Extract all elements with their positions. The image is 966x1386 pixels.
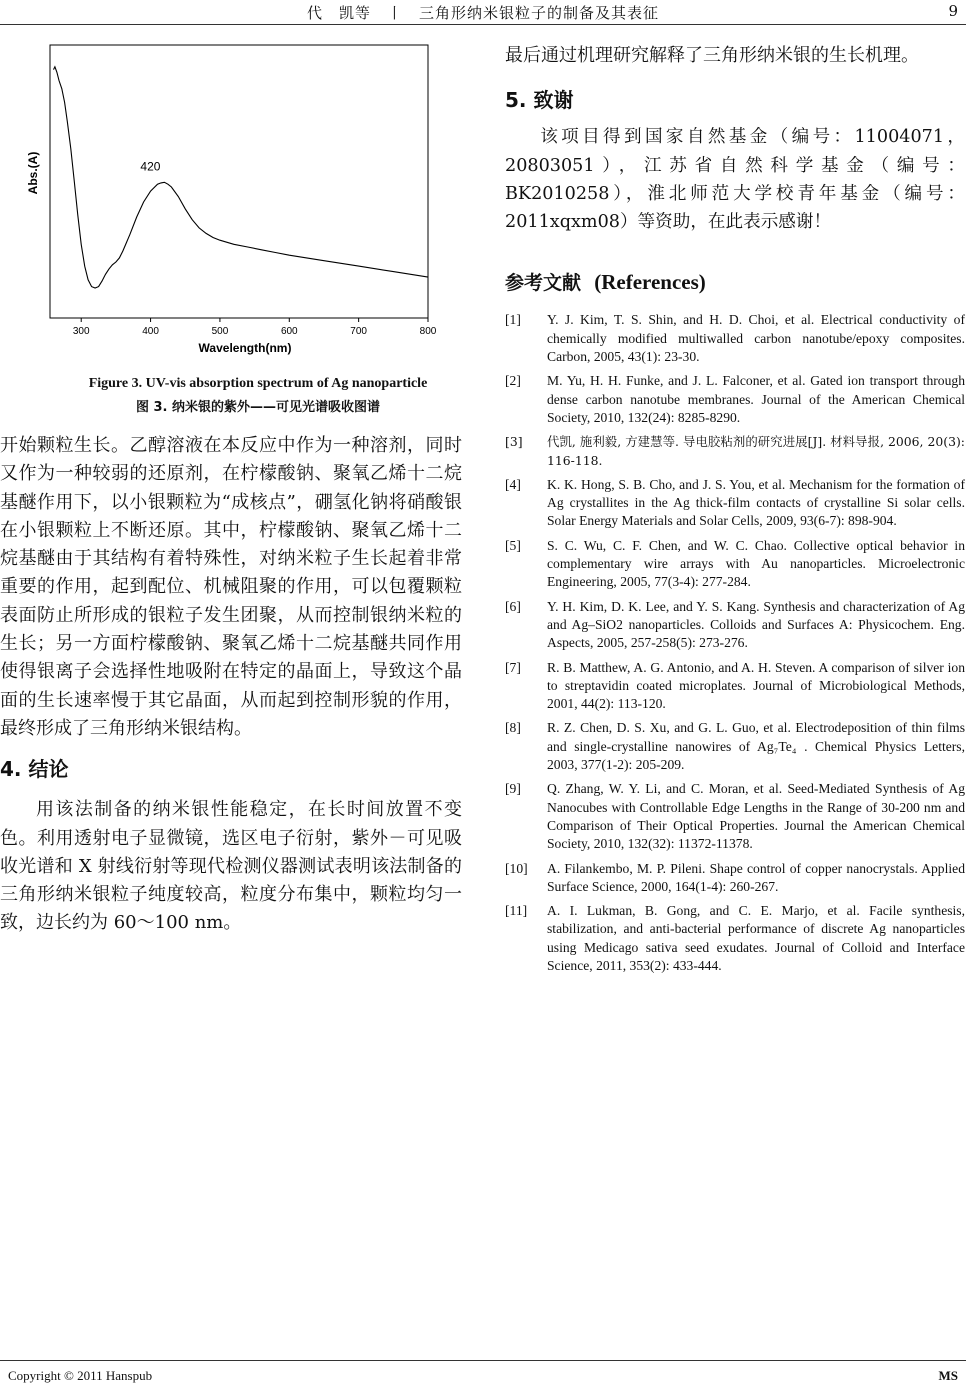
- reference-text: Y. J. Kim, T. S. Shin, and H. D. Choi, et al. Electrical conductivity of chemically modified multiwalled carbon nanotube/epoxy composites. Carbon, 2005, 43(1): 23-30.: [547, 312, 965, 365]
- reference-item: [505, 659, 965, 714]
- reference-item: [505, 598, 965, 653]
- references-heading-zh: 参考文献: [505, 272, 582, 295]
- x-tick-label: 500: [211, 326, 229, 337]
- running-title: 代 凯等 丨 三角形纳米银粒子的制备及其表征: [306, 4, 659, 22]
- reference-item: [505, 860, 965, 897]
- body-paragraph: 开始颗粒生长。乙醇溶液在本反应中作为一种溶剂，同时又作为一种较弱的还原剂，在柠檬酸钠、聚氧乙烯十二烷基醚作用下，以小银颗粒为“成核点”，硼氢化钠将硝酸银在小银颗粒上不断还原。其中，柠檬酸钠、聚氧乙烯十二烷基醚由于其结构有着特殊性，对纳米粒子生长起着非常重要的作用，起到配位、机械阻聚的作用，可以包覆颗粒表面防止所形成的银粒子发生团聚，从而控制银纳米粒的生长；另一方面柠檬酸钠、聚氧乙烯十二烷基醚共同作用使得银离子会选择性地吸附在特定的晶面上，导致这个晶面的生长速率慢于其它晶面，从而起到控制形貌的作用，最终形成了三角形纳米银结构。: [0, 435, 462, 739]
- reference-text: M. Yu, H. H. Funke, and J. L. Falconer, et al. Gated ion transport through dense carbon nanotube membranes. Journal of the American Chemical Society, 2010, 132(24): 8285-8290.: [547, 373, 965, 425]
- page-footer: [0, 1360, 966, 1386]
- figure-caption-zh: 图 3. 纳米银的紫外——可见光谱吸收图谱: [135, 400, 381, 415]
- reference-number: [6]: [505, 598, 521, 614]
- reference-number: [2]: [505, 373, 521, 389]
- reference-item: [505, 311, 965, 366]
- reference-text: S. C. Wu, C. F. Chen, and W. C. Chao. Collective optical behavior in complementary wire arrays with Au nanoparticles. Microelectronic Engineering, 2005, 77(3-4): 277-284.: [547, 537, 965, 590]
- reference-text: A. Filankembo, M. P. Pileni. Shape control of copper nanocrystals. Applied Surface Science, 2000, 164(1-4): 260-267.: [547, 860, 965, 894]
- reference-item: [505, 433, 965, 470]
- body-paragraph: 用该法制备的纳米银性能稳定，在长时间放置不变色。利用透射电子显微镜，选区电子衍射，紫外－可见吸收光谱和 X 射线衍射等现代检测仪器测试表明该法制备的三角形纳米银粒子纯度较高，粒度分布集中，颗粒均匀一致，边长约为 60～100 nm。: [0, 799, 462, 934]
- body-paragraph: 最后通过机理研究解释了三角形纳米银的生长机理。: [505, 45, 919, 66]
- reference-item: [505, 537, 965, 592]
- peak-annotation: 420: [140, 159, 161, 174]
- reference-text: Y. H. Kim, D. K. Lee, and Y. S. Kang. Synthesis and characterization of Ag and Ag–SiO2 nanoparticles. Colloids and Surfaces A: Physicochem. Eng. Aspects, 2005, 257-258(5): 273-276.: [547, 598, 965, 651]
- section-heading-conclusion: 4. 结论: [0, 757, 69, 782]
- reference-item: [505, 780, 965, 853]
- x-axis-label: Wavelength(nm): [198, 341, 292, 355]
- reference-item: [505, 476, 965, 531]
- reference-text: 代凯, 施利毅, 方建慧等. 导电胶粘剂的研究进展[J]. 材料导报, 2006, 20(3): 116-118.: [547, 434, 965, 468]
- reference-number: [1]: [505, 312, 521, 328]
- page-header: [0, 0, 966, 22]
- plot-frame: [50, 45, 428, 318]
- reference-item: [505, 372, 965, 427]
- acknowledgement-paragraph: 该项目得到国家自然基金（编号：11004071，20803051），江苏省自然科学基金（编号：BK2010258），淮北师范大学校青年基金（编号：2011xqxm08）等资助，在此表示感谢！: [505, 127, 965, 233]
- reference-number: [11]: [505, 903, 528, 919]
- reference-text: Q. Zhang, W. Y. Li, and C. Moran, et al. Seed-Mediated Synthesis of Ag Nanocubes with Controllable Edge Lengths in the Range of 30-200 nm and Comparison of Their Optical Properties. Journal the American Chemical Society, 2010, 132(32): 11372-11378.: [547, 781, 965, 852]
- reference-number: [8]: [505, 720, 521, 736]
- figure-caption-en: Figure 3. UV-vis absorption spectrum of Ag nanoparticle: [88, 376, 428, 391]
- journal-abbreviation: MS: [938, 1368, 958, 1383]
- references-heading-en: (References): [594, 270, 706, 295]
- reference-number: [3]: [505, 434, 523, 450]
- copyright-notice: Copyright © 2011 Hanspub: [8, 1368, 153, 1383]
- x-tick-label: 600: [280, 326, 298, 337]
- reference-text: A. I. Lukman, B. Gong, and C. E. Marjo, et al. Facile synthesis, stabilization, and anti-bacterial performance of discrete Ag nanoparticles using Medicago sativa seed exudates. Journal of Colloid and Interface Science, 2011, 353(2): 433-444.: [547, 903, 965, 973]
- uv-vis-chart: [28, 40, 458, 370]
- reference-item: [505, 902, 965, 975]
- reference-number: [10]: [505, 860, 528, 876]
- header-rule: [0, 24, 966, 25]
- x-tick-label: 700: [350, 326, 367, 337]
- x-tick-label: 300: [72, 326, 90, 337]
- figure-3: [28, 40, 458, 420]
- reference-number: [5]: [505, 537, 521, 553]
- reference-text: R. B. Matthew, A. G. Antonio, and A. H. Steven. A comparison of silver ion to streptavidin coated microplates. Journal of Microbiological Methods, 2001, 44(2): 113-120.: [547, 659, 965, 712]
- absorption-series-line: [54, 67, 429, 288]
- x-tick-label: 800: [419, 326, 437, 337]
- left-column: [0, 432, 462, 938]
- y-axis-label: Abs.(A): [26, 151, 40, 195]
- x-tick-label: 400: [142, 326, 159, 337]
- section-heading-acknowledgement: 5. 致谢: [505, 88, 574, 113]
- reference-number: [9]: [505, 781, 521, 797]
- reference-list: [505, 311, 965, 975]
- page-number: 9: [948, 2, 958, 20]
- reference-number: [4]: [505, 476, 521, 492]
- reference-number: [7]: [505, 659, 521, 675]
- right-column: [505, 42, 965, 981]
- references-heading: [505, 268, 965, 295]
- reference-text: K. K. Hong, S. B. Cho, and J. S. You, et al. Mechanism for the formation of Ag crystallites in the Ag thick-film contacts of crystalline Si solar cells. Solar Energy Materials and Solar Cells, 2009, 93(6-7): 898-904.: [547, 476, 965, 529]
- footer-rule: [0, 1360, 966, 1361]
- reference-item: [505, 719, 965, 774]
- reference-text: R. Z. Chen, D. S. Xu, and G. L. Guo, et al. Electrodeposition of thin films and single-crystalline nanowires of Ag₇Te₄ . Chemical Physics Letters, 2003, 377(1-2): 205-209.: [547, 720, 965, 773]
